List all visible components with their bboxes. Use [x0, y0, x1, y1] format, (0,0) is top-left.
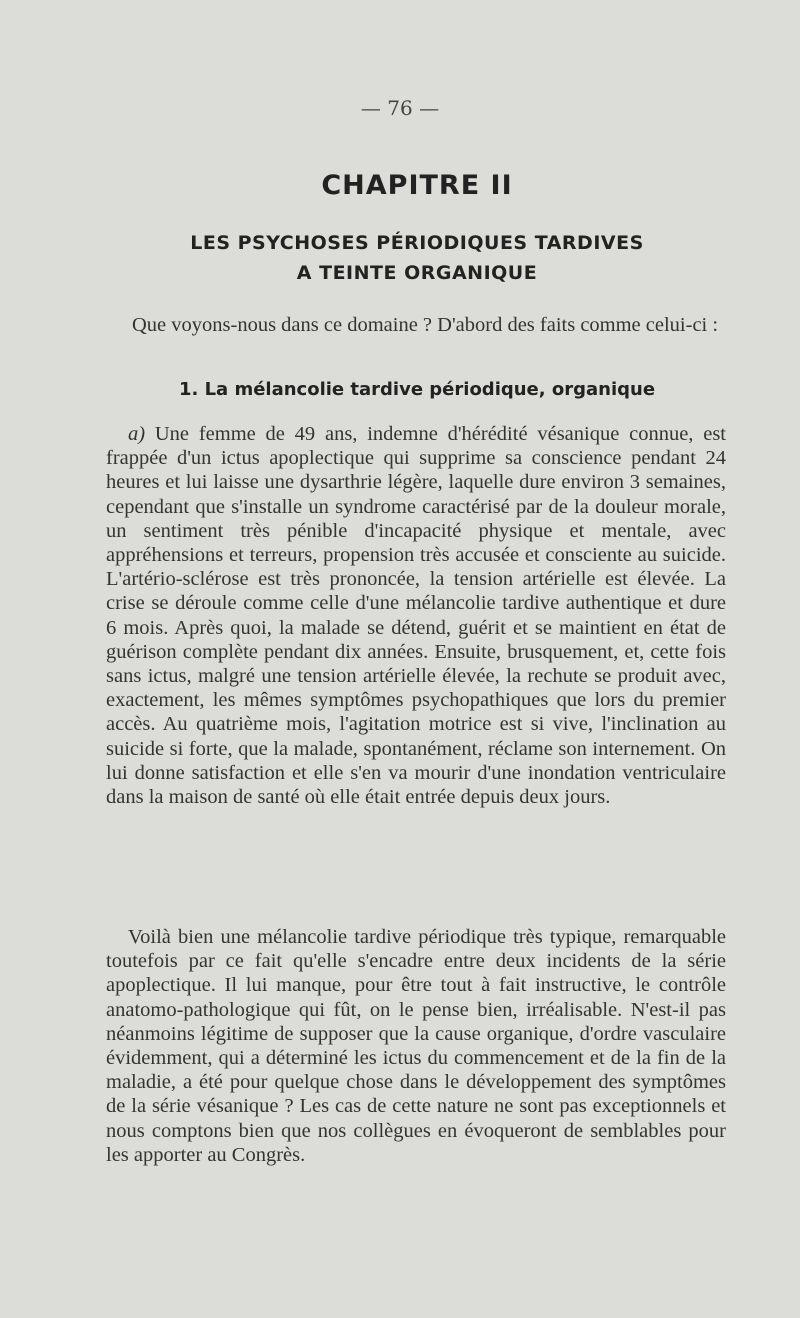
case-paragraph-text: Une femme de 49 ans, indemne d'hérédité vésanique connue, est frappée d'un ictus apoplectique qui supprime sa conscience pendant 24 heures et lui laisse une dysarthrie légère, laquelle dure environ 3 semaines, cependant que s'installe un syndrome caractérisé par de la douleur morale, un sentiment très pénible d'incapacité physique et mentale, avec appréhensions et terreurs, propension très accusée et consciente au suicide. L'artério-sclérose est très prononcée, la tension artérielle est élevée. La crise se déroule comme celle d'une mélancolie tardive authentique et dure 6 mois. Après quoi, la malade se détend, guérit et se maintient en état de guérison complète pendant dix années. Ensuite, brusquement, et, cette fois sans ictus, malgré une tension artérielle élevée, la rechute se produit avec, exactement, les mêmes symptômes psychopathiques que lors du premier accès. Au quatrième mois, l'agitation motrice est si vive, l'inclination au suicide si forte, que la malade, spontanément, réclame son internement. On lui donne satisfaction et elle s'en va mourir d'une inondation ventriculaire dans la maison de santé où elle était entrée depuis deux jours.	[106, 423, 726, 809]
commentary-paragraph: Voilà bien une mélancolie tardive périodique très typique, remarquable toutefois par ce fait qu'elle s'encadre entre deux incidents de la série apoplectique. Il lui manque, pour être tout à fait instructive, le contrôle anatomo-pathologique qui fût, on le pense bien, irréalisable. N'est-il pas néanmoins légitime de supposer que la cause organique, d'ordre vasculaire évidemment, qui a déterminé les ictus du commencement et de la fin de la maladie, a été pour quelque chose dans le développement des symptômes de la série vésanique ? Les cas de cette nature ne sont pas exceptionnels et nous comptons bien que nos collègues en évoqueront de semblables pour les apporter au Congrès.	[106, 926, 726, 1166]
chapter-title: CHAPITRE II	[321, 170, 513, 201]
case-paragraph	[106, 422, 726, 809]
intro-paragraph: Que voyons-nous dans ce domaine ? D'abord des faits comme celui-ci :	[132, 314, 719, 336]
chapter-subtitle-line2: A TEINTE ORGANIQUE	[296, 262, 538, 284]
page-number: — 76 —	[360, 96, 440, 120]
section-heading: 1. La mélancolie tardive périodique, organique	[178, 379, 656, 400]
chapter-subtitle-line1: LES PSYCHOSES PÉRIODIQUES TARDIVES	[190, 232, 644, 254]
paragraph-label: a)	[128, 423, 146, 445]
